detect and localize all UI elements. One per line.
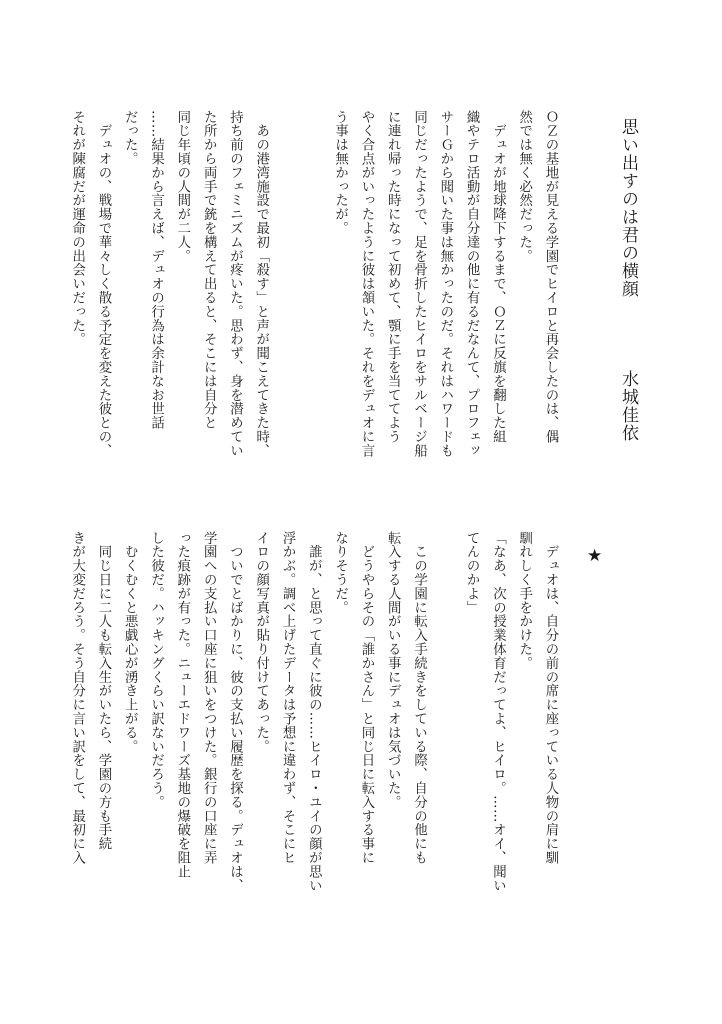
lower-body-text: デュオは、自分の前の席に座っている人物の肩に馴 馴れしく手をかけた。 「なあ、次の授業体育だってよ、ヒイロ。……オイ、聞い てんのかよ」 この学園に転入手続きをしている際、自分の他にも 転入する人間がいる事にデュオは気づいた。 どうやらその「誰かさん」と同じ日に転入する事に なりそうだ。 誰が、と思って直ぐに彼の……ヒイロ・ユイの顔が思い 浮かぶ。調べ上げたデータは予想に違わず、そこにヒ イロの顔写真が貼り付けてあった。 ついでとばかりに、彼の支払い履歴を探る。デュオは、 学園への支払い口座に狙いをつけた。銀行の口座に弄 った痕跡が有った。ニューエドワーズ基地の爆破を阻止 した彼だ。ハッキングくらい訳ないだろう。 むくむくと悪戯心が湧き上がる。 同じ日に二人も転入生がいたら、学園の方も手続 きが大変だろう。そう自分に言い訳をして、最初に入 [69, 531, 558, 893]
story-title: 思い出すのは君の横顔 [618, 118, 638, 298]
section-star-icon: ★ [587, 546, 603, 566]
author-name: 水城佳依 [618, 370, 638, 442]
upper-body-text: ＯＺの基地が見える学園でヒイロと再会したのは、偶 然では無く必然だった。 デュオが地球降下するまで、ＯＺに反旗を翻した組 織やテロ活動が自分達の他に有るだなんて、プロフェッ サーＧから聞いた事は無かったのだ。それはハワードも 同じだったようで、足を骨折したヒイロをサルベージ船 に連れ帰った時になって初めて、顎に手を当ててよう やく合点がいったように彼は頷いた。それをデュオに言 う事は無かったが。 あの港湾施設で最初「殺す」と声が聞こえてきた時、 持ち前のフェミニズムが疼いた。思わず、身を潜めてい た所から両手で銃を構えて出ると、そこには自分と 同じ年頃の人間が二人。 ……結果から言えば、デュオの行為は余計なお世話 だった。 デュオの、戦場で華々しく散る予定を変えた彼との、 それが陳腐だが運命の出会いだった。 [69, 110, 558, 458]
